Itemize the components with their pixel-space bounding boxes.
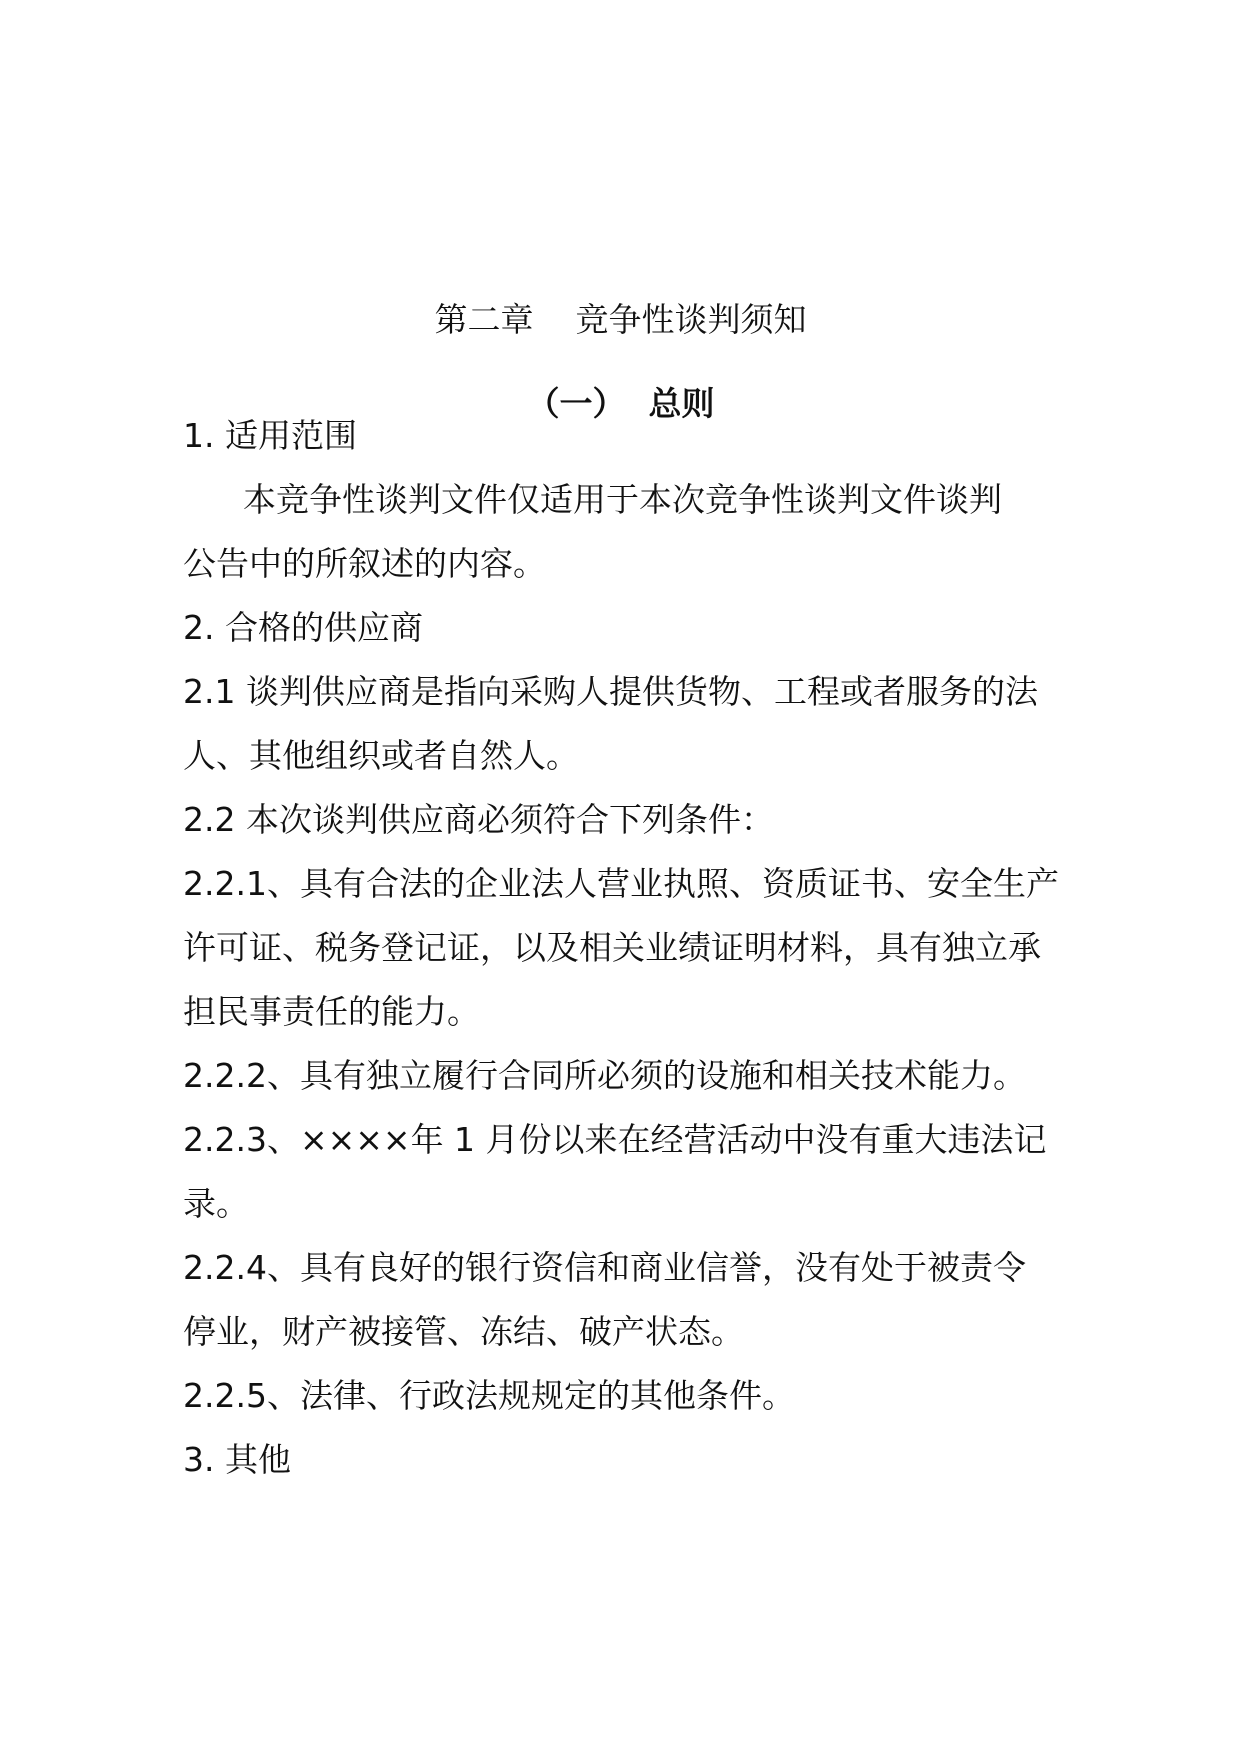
paragraph-line: 2.2.5、法律、行政法规规定的其他条件。 <box>183 1376 795 1415</box>
paragraph-line: 担民事责任的能力。 <box>183 992 480 1031</box>
paragraph-line: 录。 <box>183 1184 249 1223</box>
paragraph-line: 2.2 本次谈判供应商必须符合下列条件： <box>183 800 774 839</box>
heading-applicability: 1. 适用范围 <box>183 416 357 455</box>
paragraph-line: 2.2.4、具有良好的银行资信和商业信誉，没有处于被责令 <box>183 1248 1026 1287</box>
paragraph-line: 停业，财产被接管、冻结、破产状态。 <box>183 1312 744 1351</box>
paragraph-line: 2.1 谈判供应商是指向采购人提供货物、工程或者服务的法 <box>183 672 1038 711</box>
paragraph-line: 公告中的所叙述的内容。 <box>183 544 546 583</box>
heading-qualified-suppliers: 2. 合格的供应商 <box>183 608 423 647</box>
paragraph-line: 2.2.2、具有独立履行合同所必须的设施和相关技术能力。 <box>183 1056 1026 1095</box>
paragraph-line: 2.2.1、具有合法的企业法人营业执照、资质证书、安全生产 <box>183 864 1059 903</box>
heading-other: 3. 其他 <box>183 1440 291 1479</box>
section-title: （一） 总则 <box>526 384 715 423</box>
paragraph-line: 本竞争性谈判文件仅适用于本次竞争性谈判文件谈判 <box>243 480 1002 519</box>
paragraph-line: 许可证、税务登记证，以及相关业绩证明材料，具有独立承 <box>183 928 1041 967</box>
body-text <box>183 404 1083 1492</box>
chapter-title: 第二章 竞争性谈判须知 <box>434 300 807 339</box>
paragraph-line: 2.2.3、××××年 1 月份以来在经营活动中没有重大违法记 <box>183 1120 1047 1159</box>
paragraph-line: 人、其他组织或者自然人。 <box>183 736 579 775</box>
